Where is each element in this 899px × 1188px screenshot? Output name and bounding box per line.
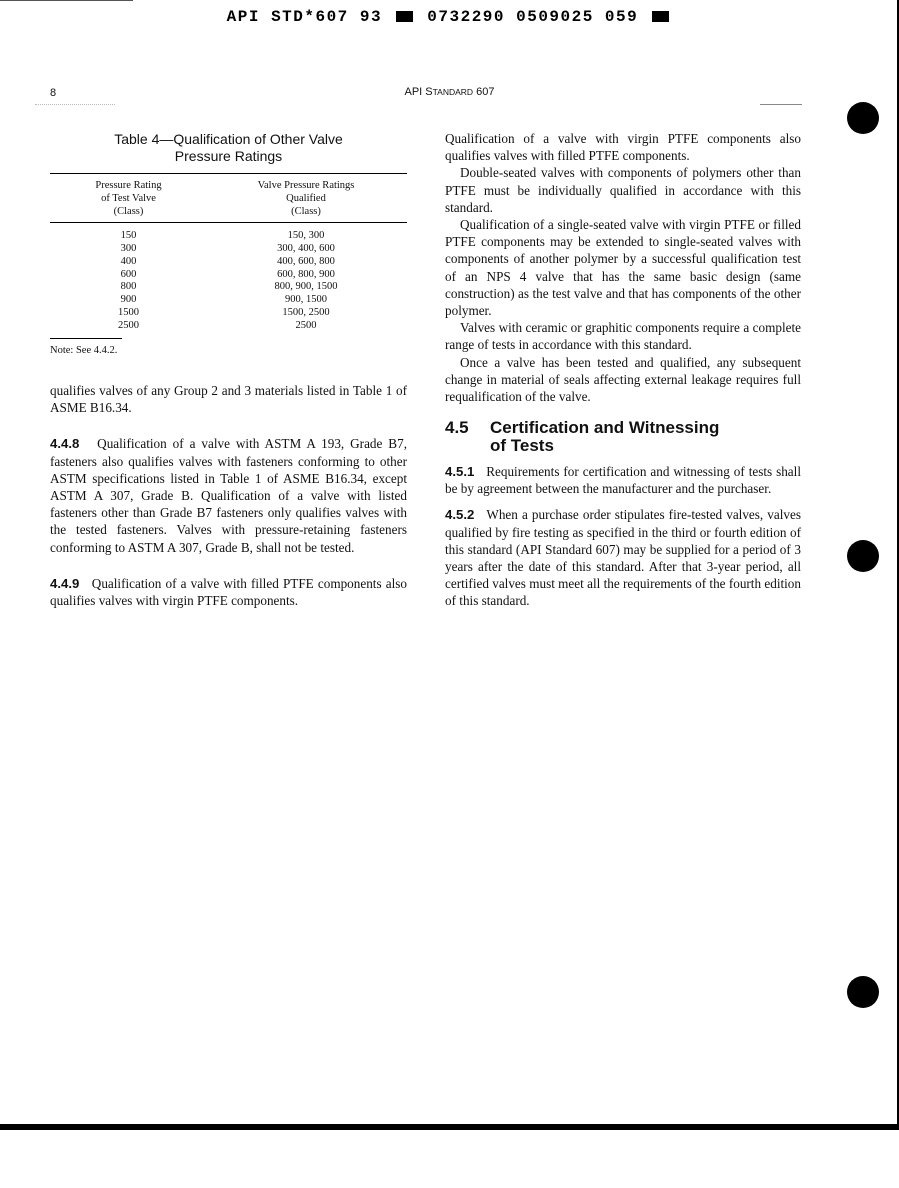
paragraph-4-4-8 xyxy=(50,435,407,555)
paragraph-number: 4.5.1 xyxy=(445,464,475,479)
header-text: Pressure Rating xyxy=(95,180,162,191)
document-code-header xyxy=(0,8,899,26)
table-caption xyxy=(50,131,407,165)
table-cell: 900, 1500 xyxy=(285,294,327,306)
paragraph-4-5-2 xyxy=(445,506,801,609)
running-head xyxy=(0,86,899,98)
section-title-line2: of Tests xyxy=(490,436,554,455)
header-text: Valve Pressure Ratings xyxy=(257,180,355,191)
paragraph: Once a valve has been tested and qualified, any subsequent change in material of seals affecting external leakage requires full requalification of the valve. xyxy=(445,354,801,405)
top-rule xyxy=(0,0,133,1)
right-column-section-text xyxy=(445,463,801,610)
table-col1-header xyxy=(50,179,207,218)
table-cell: 600 xyxy=(120,268,137,280)
paragraph-4-5-1 xyxy=(445,463,801,497)
paragraph: Qualification of a single-seated valve with virgin PTFE or filled PTFE components may be extended to single-seated valves with components of another polymer by a successful qualification test of an NPS 4 valve that has the same basic design (same construction) as the test valve and that has components of the other polymer. xyxy=(445,217,801,319)
table-cell: 2500 xyxy=(295,319,317,331)
table-cell: 1500 xyxy=(118,307,139,319)
table-cell: 400 xyxy=(120,255,137,267)
header-dotted-rule xyxy=(35,104,115,106)
table-cell: 300 xyxy=(120,242,137,254)
header-code-part2: 0732290 0509025 059 xyxy=(427,8,639,26)
table-caption-line1: Table 4—Qualification of Other Valve xyxy=(114,131,343,147)
black-block-mark xyxy=(396,11,413,22)
table-cell: 150 xyxy=(120,230,137,241)
punch-hole-dot xyxy=(847,540,879,572)
table-col1-values xyxy=(50,230,207,333)
paragraph-number: 4.5.2 xyxy=(445,507,475,523)
black-block-mark xyxy=(652,11,669,22)
table-cell: 800 xyxy=(120,281,137,293)
table-caption-line2: Pressure Ratings xyxy=(174,148,283,164)
header-code-part1: API STD*607 93 xyxy=(226,8,383,26)
section-number: 4.5 xyxy=(445,418,469,437)
bottom-edge-bar xyxy=(0,1124,899,1130)
continuation-paragraph: qualifies valves of any Group 2 and 3 materials listed in Table 1 of ASME B16.34. xyxy=(50,383,407,416)
paragraph: Double-seated valves with components of polymers other than PTFE must be individually qualified in accordance with this standard. xyxy=(445,165,801,215)
paragraph-number: 4.4.9 xyxy=(50,575,80,591)
table-cell: 1500, 2500 xyxy=(282,307,330,319)
punch-hole-dot xyxy=(847,976,879,1008)
header-rule-right xyxy=(760,104,802,106)
paragraph-text: Requirements for certification and witnessing of tests shall be by agreement between the manufacturer and the purchaser. xyxy=(445,464,801,497)
section-title-line1: Certification and Witnessing xyxy=(490,418,720,437)
table-col2-values xyxy=(207,230,405,333)
header-text: of Test Valve xyxy=(101,193,156,204)
paragraph-text: Qualification of a valve with ASTM A 193, Grade B7, fasteners also qualifies valves with fasteners conforming to other ASTM specifications listed in Table 1 of ASME B16.34, except ASTM A 307, Grade B. Qualification of a valve with listed fasteners other than Grade B7 fasteners only qualifies valves with the tested fasteners. Valves with pressure-retaining fasteners conforming to ASTM A 307, Grade B, shall not be tested. xyxy=(50,436,407,555)
table-cell: 400, 600, 800 xyxy=(277,255,335,267)
table-col2-header xyxy=(207,179,405,218)
table-cell: 900 xyxy=(120,294,137,306)
running-head-prefix: API S xyxy=(404,86,433,98)
header-text: (Class) xyxy=(291,206,321,217)
table-cell: 150, 300 xyxy=(287,230,325,241)
running-head-smallcaps: TANDARD xyxy=(432,87,474,97)
right-column-text xyxy=(445,130,801,405)
table-cell: 300, 400, 600 xyxy=(277,242,335,254)
paragraph-text: Qualification of a valve with filled PTFE components also qualifies valves with virgin PTFE components. xyxy=(50,575,408,609)
left-column-text xyxy=(50,382,407,609)
paragraph-text: When a purchase order stipulates fire-tested valves, valves qualified by fire testing as specified in the third or fourth edition of this standard (API Standard 607) may be supplied for a period of 3 years after the date of this standard. After that 3-year period, all certified valves must meet all the requirements of the fourth edition of this standard. xyxy=(445,507,801,609)
table-top-rule xyxy=(50,173,407,174)
table-note-rule xyxy=(50,338,122,339)
table-note: Note: See 4.4.2. xyxy=(50,345,118,356)
header-text: (Class) xyxy=(113,206,144,217)
table-cell: 600, 800, 900 xyxy=(277,268,335,280)
punch-hole-dot xyxy=(847,102,879,134)
section-heading-4-5 xyxy=(445,419,719,455)
paragraph: Qualification of a valve with virgin PTFE components also qualifies valves with filled PTFE components. xyxy=(445,131,801,164)
paragraph-number: 4.4.8 xyxy=(50,436,80,452)
paragraph: Valves with ceramic or graphitic components require a complete range of tests in accordance with this standard. xyxy=(445,320,801,353)
header-text: Qualified xyxy=(286,193,326,204)
table-cell: 2500 xyxy=(118,319,139,331)
running-head-suffix: 607 xyxy=(473,86,495,98)
paragraph-4-4-9 xyxy=(50,575,407,609)
table-header-rule xyxy=(50,222,407,223)
page-number: 8 xyxy=(50,87,57,99)
table-cell: 800, 900, 1500 xyxy=(274,281,338,293)
